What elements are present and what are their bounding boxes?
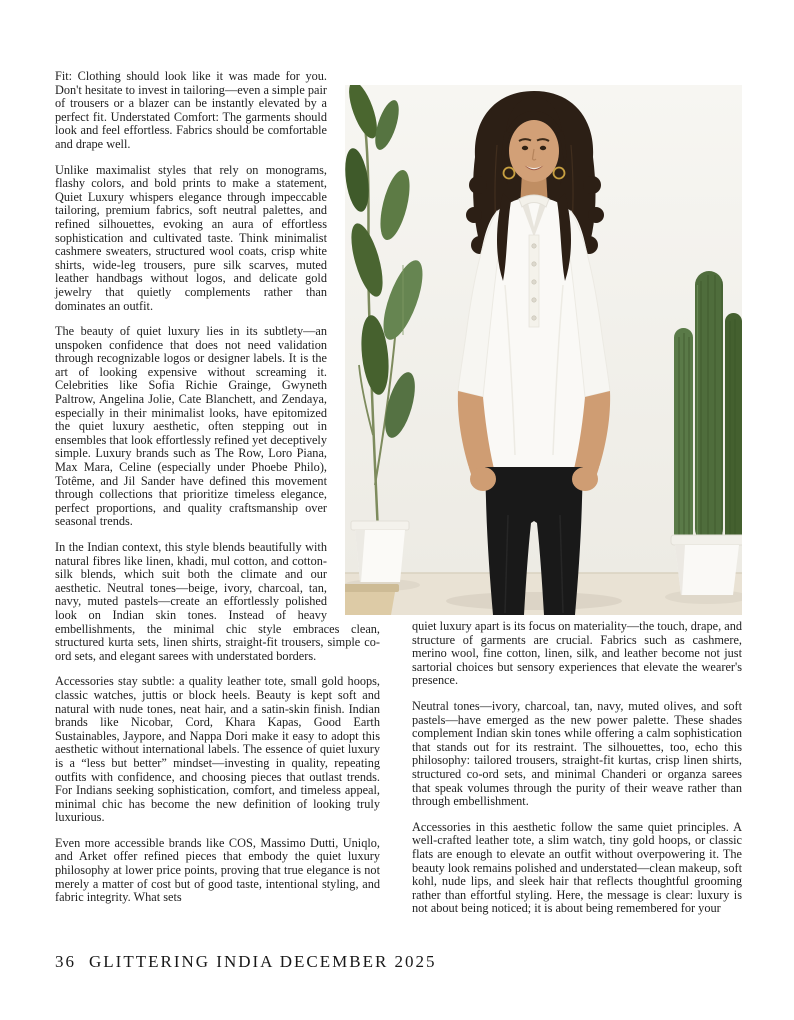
article-paragraph: quiet luxury apart is its focus on materiality—the touch, drape, and structure of garments are crucial. Fabrics such as cashmere, merino wool, fine cotton, linen, silk, and leather become not just sartorial choices but sensory experiences that elevate the wearer's presence. [412, 619, 742, 688]
hand [470, 467, 496, 491]
fashion-photo [345, 85, 742, 615]
article-paragraph: Even more accessible brands like COS, Massimo Dutti, Uniqlo, and Arket offer refined pieces that embody the quiet luxury philosophy at lower price points, proving that true elegance is not merely a matter of cost but of good taste, intentional styling, and fabric integrity. What sets [55, 835, 380, 905]
article-paragraph: Neutral tones—ivory, charcoal, tan, navy, muted olives, and soft pastels—have emerged as the new power palette. These shades complement Indian skin tones while offering a calm sophistication that stands out for its restraint. The silhouettes, too, echo this philosophy: tailored trousers, straight-fit kurtas, crisp linen shirts, structured co-ord sets, and minimal Chanderi or organza sarees that speak volumes through the purity of their weave rather than through embellishment. [412, 698, 742, 809]
article-paragraph: In the Indian context, this style blends beautifully with natural fibres like linen, khadi, mul cotton, and cotton-silk blends, which suit both the climate and our aesthetic. Neutral tones—beige, ivory, charcoal, tan, navy, muted pastels—create an effortlessly polished look on Indian skin tones. Instead of heavy embellishments, the minimal chic style embraces clean, structured kurta sets, linen shirts, straight-fit trousers, simple co-ord sets, and elegant sarees with understated borders. [55, 540, 380, 663]
article-paragraph: Accessories in this aesthetic follow the same quiet principles. A well-crafted leather tote, a slim watch, tiny gold hoops, or classic flats are enough to elevate an outfit without overpowering it. The beauty look remains polished and understated—clean makeup, soft kohl, nude lips, and sleek hair that reflects thoughtful grooming rather than effortful styling. Here, the message is clear: luxury is not about being noticed; it is about being remembered for your [412, 819, 742, 916]
right-text-column [412, 620, 742, 928]
article-paragraph: Fit: Clothing should look like it was made for you. Don't hesitate to invest in tailoring—even a simple pair of trousers or a blazer can be instantly elevated by a perfect fit. Understated Comfort: The garments should look and feel effortless. Fabrics should be comfortable and drape well. [55, 69, 328, 151]
article-paragraph: Unlike maximalist styles that rely on monograms, flashy colors, and bold prints to make a statement, Quiet Luxury whispers elegance through impeccable tailoring, premium fabrics, soft neutral palettes, and refined silhouettes, evoking an aura of effortless sophistication and cultivated taste. Think minimalist cashmere sweaters, structured wool coats, crisp white shirts, wide-leg trousers, pure silk scarves, muted leather handbags without logos, and delicate gold jewelry that quietly complements rather than dominates an outfit. [55, 162, 327, 313]
article-paragraph: Accessories stay subtle: a quality leather tote, small gold hoops, classic watches, juttis or block heels. Beauty is kept soft and natural with nude tones, neat hair, and a satin-skin finish. Indian brands like Nicobar, Cord, Khara Kapas, Good Earth Sustainables, Jaypore, and Nappa Dori make it easy to adopt this aesthetic without international labels. The essence of quiet luxury is a “less but better” mindset—investing in quality, repeating outfits with confidence, and choosing pieces that outlast trends. For Indians seeking sophistication, comfort, and timeless appeal, minimal chic has become the new definition of looking truly luxurious. [55, 674, 380, 825]
page-number: 36 [55, 952, 76, 971]
article-paragraph: The beauty of quiet luxury lies in its subtlety—an unspoken confidence that does not need validation through recognizable logos or designer labels. It is the art of looking expensive without screaming it. Celebrities like Sofia Richie Grainge, Gwyneth Paltrow, Angelina Jolie, Cate Blanchett, and Zendaya, especially in their minimalist looks, have epitomized the quiet luxury aesthetic, often stepping out in ensembles that look effortlessly refined yet deceptively simple. Luxury brands such as The Row, Loro Piana, Max Mara, Celine (especially under Phoebe Philo), Totême, and Jil Sander have defined this movement through collections that prioritize timeless elegance, perfect proportions, and quality craftsmanship over seasonal trends. [55, 324, 327, 529]
magazine-footer-line: GLITTERING INDIA DECEMBER 2025 [89, 952, 437, 971]
left-text-column [55, 70, 380, 917]
page-footer [55, 952, 437, 972]
fashion-photo-illustration [345, 85, 742, 615]
hand [572, 467, 598, 491]
pot-bottom-left [345, 584, 399, 615]
